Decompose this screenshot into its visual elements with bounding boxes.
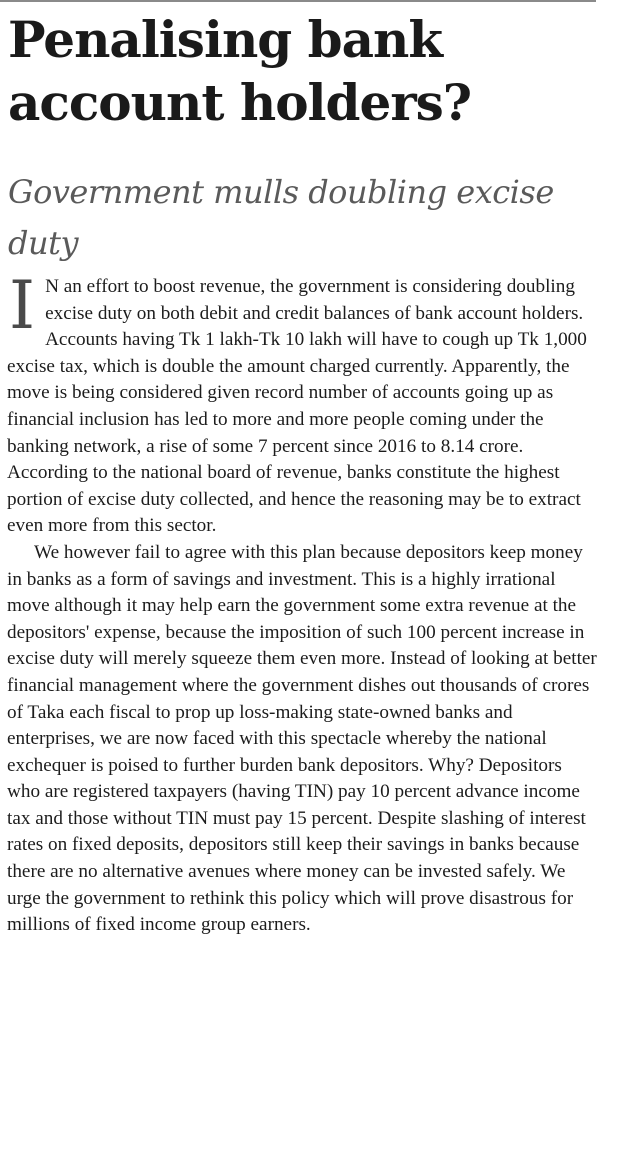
article-body	[7, 267, 597, 939]
paragraph-2: We however fail to agree with this plan because depositors keep money in banks as a form of savings and investment. This is a highly irrational move although it may help earn the government some extra revenue at the depositors' expense, because the imposition of such 100 percent increase in excise duty will merely squeeze them even more. Instead of looking at better financial management where the government dishes out thousands of crores of Taka each fiscal to prop up loss-making state-owned banks and enterprises, we are now faced with this spectacle whereby the national exchequer is poised to further burden bank depositors. Why? Depositors who are registered taxpayers (having TIN) pay 10 percent advance income tax and those without TIN must pay 15 percent. Despite slashing of interest rates on fixed deposits, depositors still keep their savings in banks because there are no alternative avenues where money can be invested safely. We urge the government to rethink this policy which will prove disastrous for millions of fixed income group earners.	[7, 541, 597, 936]
paragraph-1	[7, 267, 597, 540]
subheadline: Government mulls doubling excise duty	[8, 173, 554, 262]
top-rule	[0, 0, 596, 2]
paragraph-1-text: N an effort to boost revenue, the government is considering doubling excise duty on both debit and credit balances of bank account holders. Accounts having Tk 1 lakh-Tk 10 lakh will have to cough up Tk 1,000 excise tax, which is double the amount charged currently. Apparently, the move is being considered given record number of accounts going up as financial inclusion has led to more and more people coming under the banking network, a rise of some 7 percent since 2016 to 8.14 crore. According to the national board of revenue, banks constitute the highest portion of excise duty collected, and hence the reasoning may be to extract even more from this sector.	[7, 276, 587, 537]
headline: Penalising bank account holders?	[8, 10, 472, 132]
drop-cap: I	[9, 267, 36, 344]
